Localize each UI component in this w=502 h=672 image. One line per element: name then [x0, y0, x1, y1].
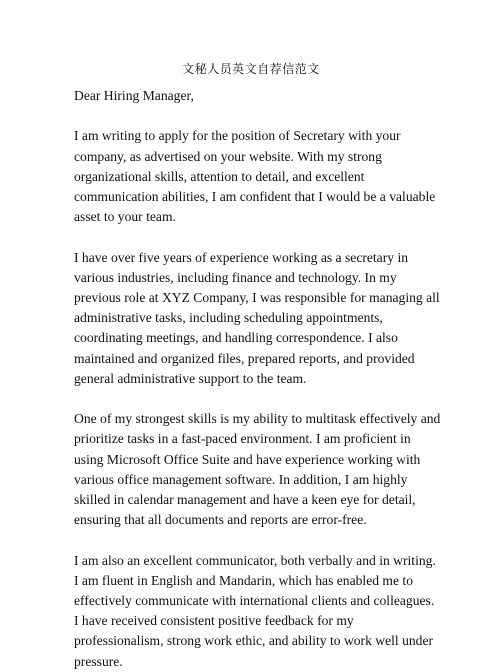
paragraph-3-line-6: ensuring that all documents and reports are error-free.: [74, 512, 367, 528]
paragraph-3-line-5: skilled in calendar management and have a keen eye for detail,: [74, 492, 416, 508]
paragraph-2-line-3: previous role at XYZ Company, I was responsible for managing all: [74, 290, 440, 305]
paragraph-1: [74, 126, 434, 227]
paragraph-4: [74, 551, 434, 672]
paragraph-gap: [74, 389, 434, 409]
paragraph-2-line-6: maintained and organized files, prepared reports, and provided: [74, 350, 415, 366]
paragraph-4-line-5: professionalism, strong work ethic, and ability to work well under: [74, 633, 434, 649]
paragraph-1-line-1: I am writing to apply for the position of Secretary with your: [74, 128, 401, 144]
paragraph-2-line-1: I have over five years of experience working as a secretary in: [74, 249, 409, 265]
paragraph-3: [74, 409, 441, 530]
paragraph-2-line-7: general administrative support to the team.: [74, 370, 307, 386]
paragraph-3-line-1: One of my strongest skills is my ability to multitask effectively and: [74, 411, 441, 427]
paragraph-2-line-5: coordinating meetings, and handling correspondence. I also: [74, 330, 398, 346]
letter-body: [74, 86, 441, 672]
paragraph-1-line-2: company, as advertised on your website. With my strong: [74, 148, 382, 164]
paragraph-2-line-4: administrative tasks, including scheduling appointments,: [74, 310, 383, 326]
paragraph-gap: [74, 106, 434, 126]
paragraph-3-line-3: using Microsoft Office Suite and have experience working with: [74, 451, 421, 467]
paragraph-4-line-2: I am fluent in English and Mandarin, which has enabled me to: [74, 572, 414, 588]
paragraph-3-line-4: various office management software. In addition, I am highly: [74, 471, 408, 487]
paragraph-4-line-6: pressure.: [74, 653, 123, 669]
paragraph-3-line-2: prioritize tasks in a fast-paced environment. I am proficient in: [74, 431, 411, 447]
paragraph-2-line-2: various industries, including finance and technology. In my: [74, 269, 397, 285]
paragraph-1-line-5: asset to your team.: [74, 209, 176, 225]
paragraph-gap: [74, 530, 434, 550]
paragraph-4-line-3: effectively communicate with international clients and colleagues.: [74, 593, 435, 609]
paragraph-gap: [74, 227, 434, 247]
paragraph-4-line-4: I have received consistent positive feedback for my: [74, 613, 354, 629]
document-title: 文秘人员英文自荐信范文: [182, 62, 320, 76]
salutation: Dear Hiring Manager,: [74, 88, 194, 103]
paragraph-1-line-3: organizational skills, attention to detail, and excellent: [74, 168, 365, 184]
paragraph-4-line-1: I am also an excellent communicator, both verbally and in writing.: [74, 552, 436, 568]
paragraph-2: [74, 248, 440, 389]
paragraph-1-line-4: communication abilities, I am confident that I would be a valuable: [74, 189, 436, 204]
